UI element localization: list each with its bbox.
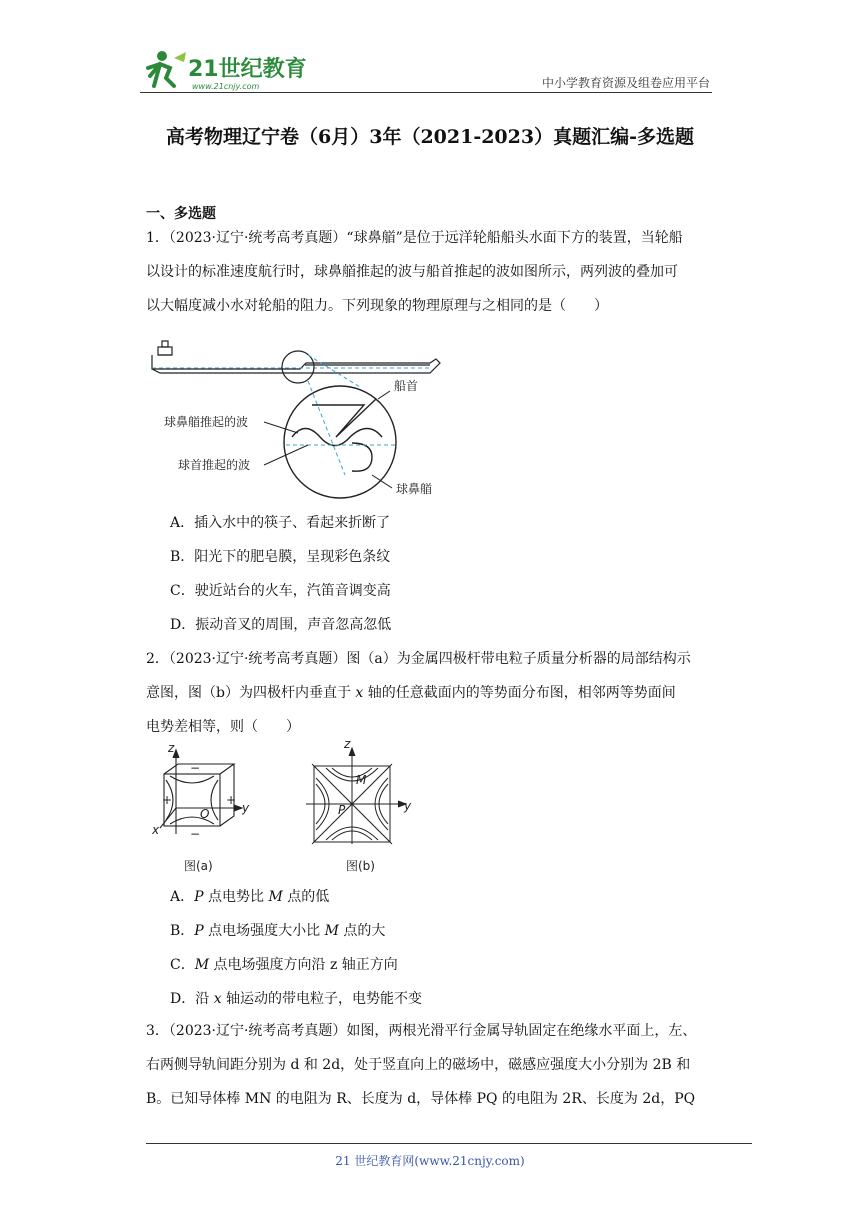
footer-text[interactable]: 21 世纪教育网(www.21cnjy.com) bbox=[335, 1154, 525, 1168]
zoom-circle-large bbox=[284, 386, 396, 498]
question-3-text bbox=[146, 1014, 714, 1116]
fig-a-plus-right: + bbox=[226, 793, 237, 807]
option-a[interactable]: A．P 点电势比 M 点的低 bbox=[170, 889, 330, 905]
figure-a bbox=[160, 750, 242, 834]
label-bulb-wave: 球鼻艏推起的波 bbox=[164, 415, 249, 429]
question-3-line: 3．（2023·辽宁·统考高考真题）如图，两根光滑平行金属导轨固定在绝缘水平面上，左、 bbox=[146, 1023, 697, 1039]
fig-b-y-label: y bbox=[404, 799, 412, 813]
fig-a-minus-bottom: − bbox=[190, 827, 201, 841]
fig-a-y-label: y bbox=[242, 801, 250, 815]
question-2-line: 电势差相等，则（ ） bbox=[146, 719, 300, 735]
fig-a-z-label: z bbox=[168, 741, 175, 755]
ship-bulb-figure bbox=[140, 325, 460, 500]
option-b[interactable]: B．P 点电场强度大小比 M 点的大 bbox=[170, 923, 386, 939]
footer-divider bbox=[146, 1143, 752, 1144]
fig-b-caption: 图(b) bbox=[346, 859, 375, 873]
fig-b-p-label: P bbox=[338, 803, 346, 817]
header-platform-text: 中小学教育资源及组卷应用平台 bbox=[541, 76, 710, 90]
fig-a-minus: − bbox=[190, 761, 201, 775]
question-3-line: B。已知导体棒 MN 的电阻为 R、长度为 d，导体棒 PQ 的电阻为 2R、长度为 2d，PQ bbox=[146, 1091, 696, 1107]
question-1-text bbox=[146, 221, 714, 323]
figure-b bbox=[306, 748, 406, 844]
question-2-line: 2．（2023·辽宁·统考高考真题）图（a）为金属四极杆带电粒子质量分析器的局部结构示 bbox=[146, 651, 691, 667]
page-title: 高考物理辽宁卷（6月）3年（2021-2023）真题汇编-多选题 bbox=[166, 126, 694, 148]
option-d[interactable]: D．振动音叉的周围，声音忽高忽低 bbox=[170, 617, 392, 633]
question-1-line: 1．（2023·辽宁·统考高考真题）“球鼻艏”是位于远洋轮船船头水面下方的装置，当轮船 bbox=[146, 230, 683, 246]
label-bow-wave: 球首推起的波 bbox=[178, 458, 251, 472]
fig-a-origin-label: O bbox=[200, 807, 210, 821]
logo-text: 21世纪教育 bbox=[188, 57, 307, 82]
option-b[interactable]: B．阳光下的肥皂膜，呈现彩色条纹 bbox=[170, 549, 391, 565]
header-divider bbox=[140, 92, 712, 93]
question-2-line: 意图，图（b）为四极杆内垂直于 x 轴的任意截面内的等势面分布图，相邻两等势面间 bbox=[146, 685, 676, 701]
fig-b-m-label: M bbox=[356, 773, 367, 787]
option-d[interactable]: D．沿 x 轴运动的带电粒子，电势能不变 bbox=[170, 991, 423, 1007]
option-c[interactable]: C．驶近站台的火车，汽笛音调变高 bbox=[170, 583, 391, 599]
fig-a-plus: + bbox=[162, 793, 173, 807]
runner-icon bbox=[148, 51, 186, 86]
option-c[interactable]: C．M 点电场强度方向沿 z 轴正方向 bbox=[170, 957, 398, 973]
question-1-line: 以大幅度减小水对轮船的阻力。下列现象的物理原理与之相同的是（ ） bbox=[146, 298, 608, 314]
site-logo bbox=[140, 46, 310, 92]
question-1-line: 以设计的标准速度航行时，球鼻艏推起的波与船首推起的波如图所示，两列波的叠加可 bbox=[146, 264, 678, 280]
label-bow: 船首 bbox=[394, 379, 419, 393]
question-2-text bbox=[146, 642, 714, 744]
option-a[interactable]: A．插入水中的筷子、看起来折断了 bbox=[170, 515, 391, 531]
question-3-line: 右两侧导轨间距分别为 d 和 2d，处于竖直向上的磁场中，磁感应强度大小分别为 2B 和 bbox=[146, 1057, 691, 1073]
label-bulb: 球鼻艏 bbox=[396, 482, 433, 496]
logo-url: www.21cnjy.com bbox=[192, 82, 260, 91]
quadrupole-figure bbox=[146, 738, 426, 878]
fig-a-x-label: x bbox=[152, 823, 160, 837]
fig-b-z-label: z bbox=[344, 738, 351, 751]
section-heading: 一、多选题 bbox=[146, 206, 216, 222]
fig-a-caption: 图(a) bbox=[184, 859, 213, 873]
